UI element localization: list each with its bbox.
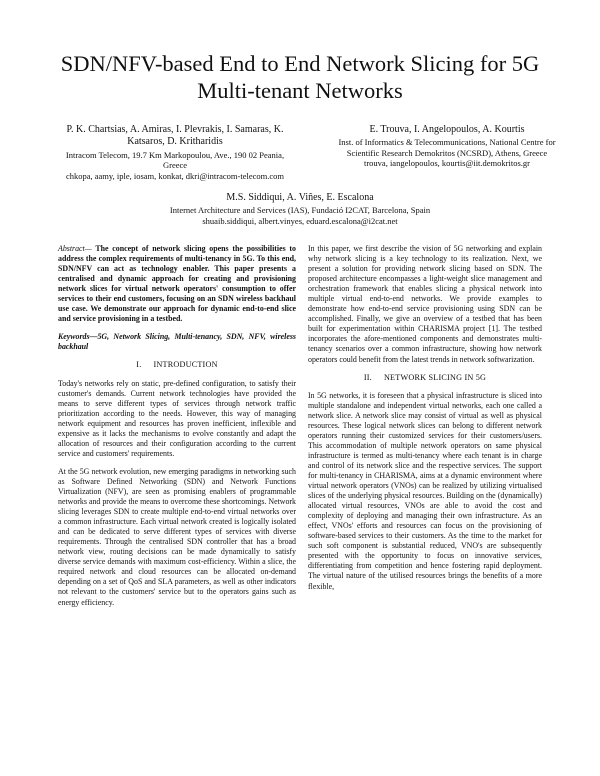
paper-title: SDN/NFV-based End to End Network Slicing for 5G Multi-tenant Networks (60, 51, 540, 103)
right-column (308, 244, 542, 600)
left-column (58, 244, 296, 616)
author-names: M.S. Siddiqui, A. Viñes, E. Escalona (226, 192, 374, 203)
section-heading-network-slicing (308, 373, 542, 383)
abstract-text: The concept of network slicing opens the possibilities to address the complex requirements of multi-tenancy in 5G. To this end, SDN/NFV can act as technology enabler. This paper presents a centralised and dynamic approach for creating and provisioning network slices for virtual network operators' consumption to offer services to their end customers, focusing on an SDN wireless backhaul use case. We demonstrate our approach for dynamic end-to-end slice and service provisioning in a testbed. (58, 244, 296, 324)
author-affiliation: Inst. of Informatics & Telecommunications, National Centre for Scientific Research Demokritos (NCSRD), Athens, Greece (338, 137, 556, 158)
author-block-i2cat (135, 192, 465, 226)
paragraph: At the 5G network evolution, new emerging paradigms in networking such as Software Defined Networking (SDN) and Network Functions Virtualization (NFV), are seen as promising enablers of programmable networks and provide the means to overcome these shortcomings. Network slicing leverages SDN to create multiple end-to-end virtual networks over a common infrastructure. Each virtual network created is logically isolated and can be dedicated to serve different types of services with diverse requirements. Through the centralised SDN controller that has a broad network view, routing decisions can be made dynamically to satisfy diverse service demands with maximum cost-efficiency. Within a slice, the required network and cloud resources can be allocated on-demand depending on a set of QoS and SLA parameters, as well as other indicators not relevant to the customers' service but to the operators gains such as energy efficiency. (58, 466, 296, 607)
author-block-ncsrd (326, 124, 568, 169)
section-heading-introduction (58, 360, 296, 370)
author-block-intracom (55, 124, 295, 181)
abstract-label: Abstract— (58, 244, 92, 253)
paragraph: In 5G networks, it is foreseen that a physical infrastructure is sliced into multiple standalone and independent virtual networks, each one called a network slice. A network slice may consist of virtual as well as physical resources. These logical network slices can belong to different network operators running their customized services for their customers/users. This accommodation of multiple network operators on same physical infrastructure is termed as multi-tenancy where each tenant is in charge and control of its network slice and the respective services. The support for multi-tenancy in CHARISMA, aims at a dynamic environment where virtual network operators (VNOs) can be realized by utilizing virtualised slices of the underlying physical resources. Building on the (dynamically) allocated virtual resources, VNOs are able to avoid the cost and complexity of deploying and managing their own infrastructure. As an effect, VNOs' efforts and resources can focus on the provisioning of software-based services to their customers. As the time to the market for such soft component is substantial reduced, VNO's are subsequently presented with the opportunity to focus on innovative services, differentiating from competition and hence fostering rapid deployment. The virtual nature of the utilised resources brings the benefits of a more flexible, (308, 390, 542, 591)
author-emails: trouva, iangelopoulos, kourtis@iit.demokritos.gr (363, 158, 530, 169)
section-number: I. (136, 360, 142, 370)
author-emails: chkopa, aamy, iple, iosam, konkat, dkri@intracom-telecom.com (65, 170, 285, 181)
section-title: INTRODUCTION (153, 360, 218, 370)
author-affiliation: Internet Architecture and Services (IAS), Fundació I2CAT, Barcelona, Spain (169, 205, 431, 216)
section-title: NETWORK SLICING IN 5G (383, 372, 487, 382)
author-names: P. K. Chartsias, A. Amiras, I. Plevrakis, I. Samaras, K. Katsaros, D. Kritharidis (66, 124, 284, 148)
author-names: E. Trouva, I. Angelopoulos, A. Kourtis (369, 124, 525, 135)
author-emails: shuaib.siddiqui, albert.vinyes, eduard.escalona@i2cat.net (202, 215, 398, 226)
section-number: II. (363, 372, 372, 382)
abstract (58, 244, 296, 324)
paragraph: Today's networks rely on static, pre-defined configuration, to satisfy their customer's demands. Current network technologies have provided the means to serve different types of services through network traffic prioritization according to the needs. However, this way of managing network equipment and resources has proven inefficient, inflexible and expensive as it lacks the mechanisms to evolve constantly and adapt the allocation of resources and their configuration according to the current service and customers' requirements. (58, 378, 296, 458)
author-affiliation: Intracom Telecom, 19.7 Km Markopoulou, Ave., 190 02 Peania, Greece (65, 149, 285, 171)
paragraph: In this paper, we first describe the vision of 5G networking and explain why network slicing is a key technology to its realization. Next, we present a solution for providing network slicing based on SDN. The proposed architecture encompasses a light-weight slice management and orchestration framework that enables slicing a physical network into multiple virtual end-to-end networks. We provide examples to demonstrate how end-to-end service provisioning using SDN can be accomplished. Finally, we give an overview of a testbed that has been built for experimentation within CHARISMA project [1]. The testbed incorporates the afore-mentioned components and demonstrates multi-tenancy scenarios over a common infrastructure, showing how network operators could benefit from the latest trends in network softwarization. (308, 244, 542, 364)
keywords: Keywords—5G, Network Slicing, Multi-tenancy, SDN, NFV, wireless backhaul (58, 332, 296, 352)
